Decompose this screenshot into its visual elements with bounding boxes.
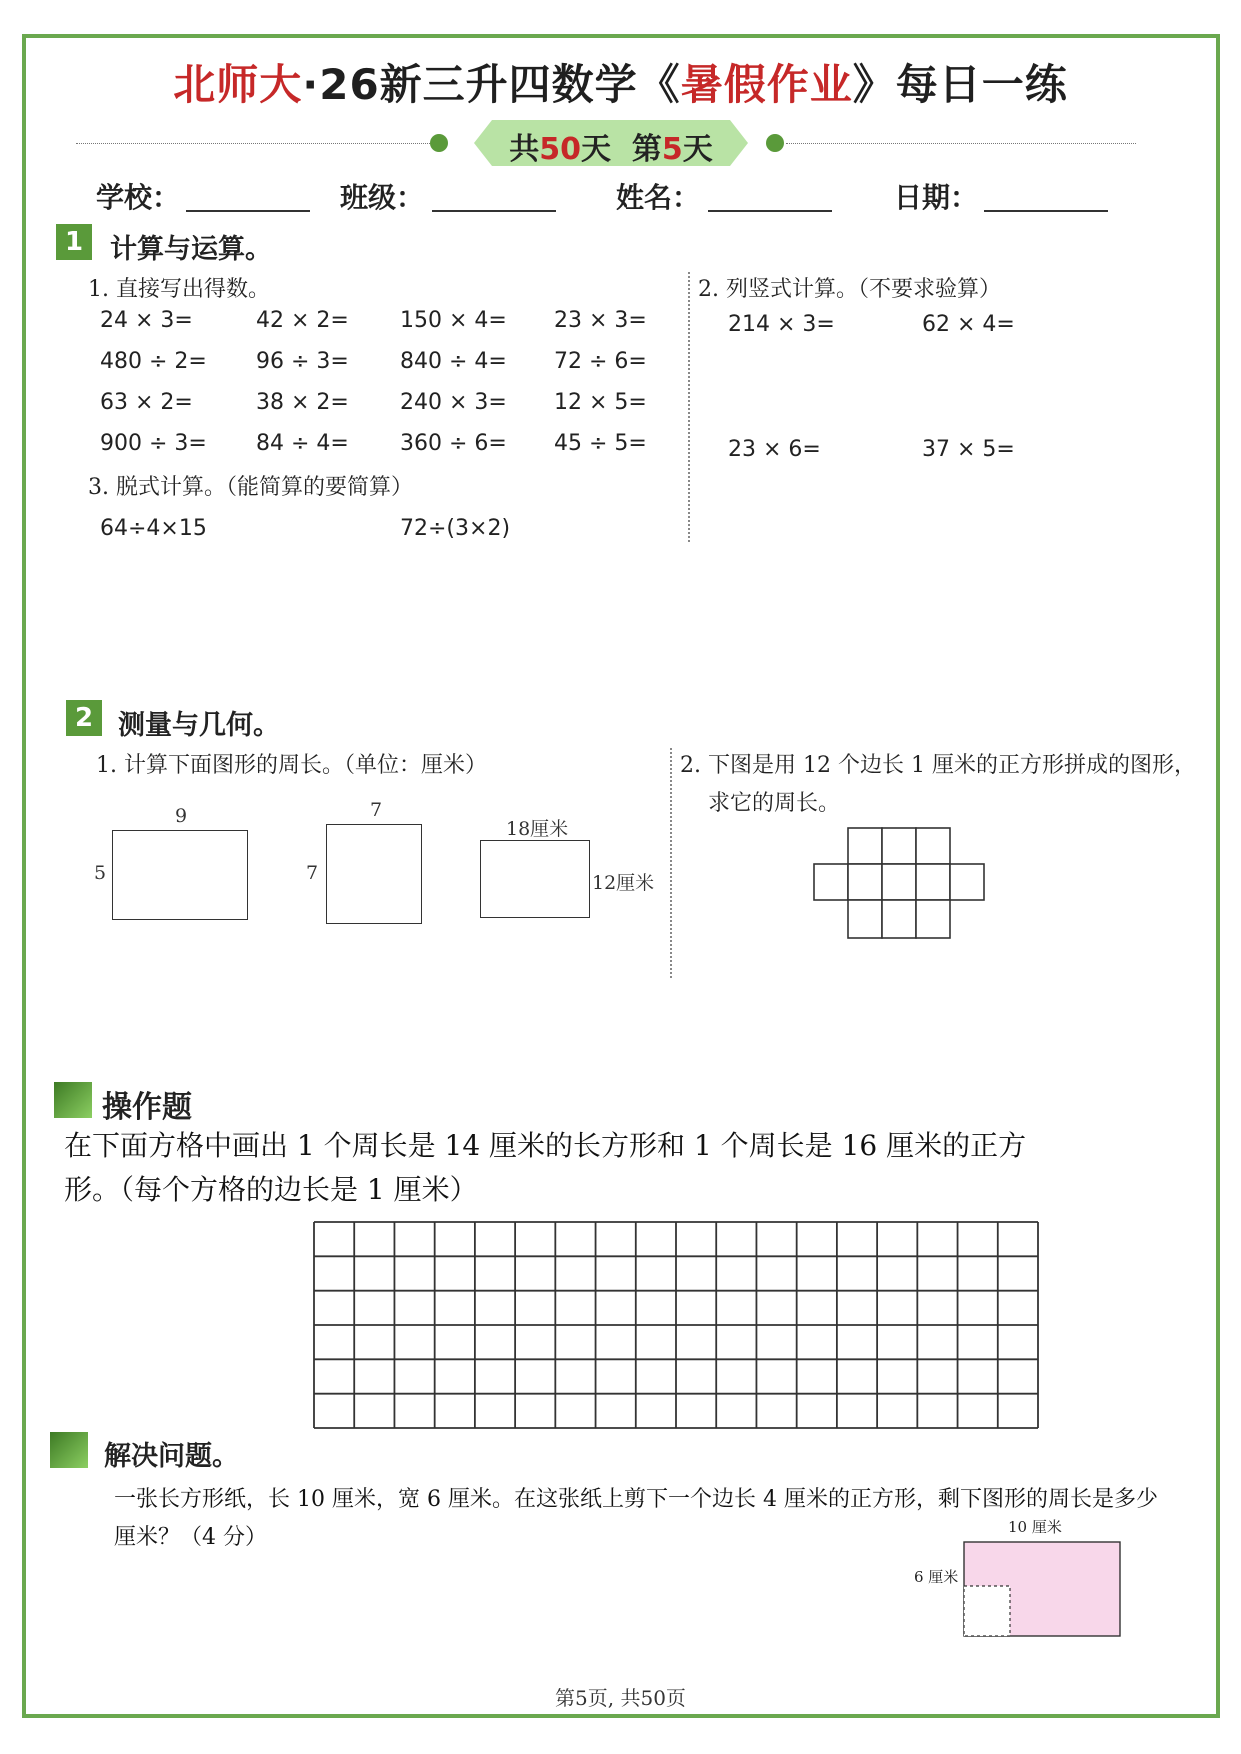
divider-right xyxy=(786,143,1136,144)
mental-math-item: 360 ÷ 6= xyxy=(400,431,507,456)
date-label: 日期： xyxy=(894,181,979,214)
day-banner-text: 共50天 第5天 xyxy=(509,132,713,167)
square-side-label: 7 xyxy=(306,862,319,884)
page-footer: 第5页, 共50页 xyxy=(555,1686,686,1710)
composite-question-line1: 2. 下图是用 12 个边长 1 厘米的正方形拼成的图形， xyxy=(680,753,1196,778)
mental-math-item: 84 ÷ 4= xyxy=(256,431,349,456)
date-field[interactable] xyxy=(984,210,1108,212)
unit-square xyxy=(848,864,882,900)
mental-math-item: 24 × 3= xyxy=(100,308,193,333)
mental-math-item: 42 × 2= xyxy=(256,308,349,333)
square-top-label: 7 xyxy=(370,799,383,821)
q1-title: 1. 直接写出得数。 xyxy=(88,277,270,302)
leaf-icon xyxy=(54,1082,92,1118)
unit-square xyxy=(814,864,848,900)
mental-math-item: 72 ÷ 6= xyxy=(554,349,647,374)
dot-left xyxy=(430,134,448,152)
q3-title: 3. 脱式计算。（能简算的要简算） xyxy=(88,475,413,500)
section-3-title: 操作题 xyxy=(102,1090,192,1125)
school-field[interactable] xyxy=(186,210,310,212)
length-label: 10 厘米 xyxy=(1008,1518,1062,1536)
q2-title: 2. 列竖式计算。（不要求验算） xyxy=(698,277,1001,302)
divider-left xyxy=(76,143,436,144)
mental-math-item: 150 × 4= xyxy=(400,308,507,333)
unit-square xyxy=(848,828,882,864)
name-label: 姓名： xyxy=(616,181,701,214)
mental-math-item: 840 ÷ 4= xyxy=(400,349,507,374)
divider-vertical-1 xyxy=(688,272,690,542)
class-field[interactable] xyxy=(432,210,556,212)
page-title: 北师大·26新三升四数学《暑假作业》每日一练 xyxy=(173,60,1068,109)
school-label: 学校： xyxy=(96,181,181,214)
paper-figure xyxy=(962,1540,1122,1640)
vertical-calc-item: 62 × 4= xyxy=(922,312,1015,337)
problem-text-line2: 厘米？（4 分） xyxy=(114,1525,267,1550)
cut-square xyxy=(964,1586,1010,1636)
section-4-title: 解决问题。 xyxy=(104,1441,239,1472)
perimeter-question: 1. 计算下面图形的周长。（单位：厘米） xyxy=(96,753,487,778)
vertical-calc-item: 214 × 3= xyxy=(728,312,835,337)
section-2-number: 2 xyxy=(66,700,102,736)
unit-square xyxy=(916,828,950,864)
vertical-calc-item: 37 × 5= xyxy=(922,437,1015,462)
vertical-calc-item: 23 × 6= xyxy=(728,437,821,462)
rect3-side-label: 12厘米 xyxy=(592,872,655,894)
mental-math-item: 96 ÷ 3= xyxy=(256,349,349,374)
operation-text-line1: 在下面方格中画出 1 个周长是 14 厘米的长方形和 1 个周长是 16 厘米的正方 xyxy=(64,1129,1027,1162)
mental-math-item: 45 ÷ 5= xyxy=(554,431,647,456)
class-label: 班级： xyxy=(340,181,425,214)
rect1-side-label: 5 xyxy=(94,862,107,884)
section-2-title: 测量与几何。 xyxy=(118,710,280,741)
composite-figure xyxy=(812,826,988,942)
problem-text-line1: 一张长方形纸，长 10 厘米，宽 6 厘米。在这张纸上剪下一个边长 4 厘米的正方形，剩下图形的周长是多少 xyxy=(114,1487,1158,1512)
rectangle-9x5 xyxy=(112,830,248,920)
unit-square xyxy=(916,900,950,938)
mental-math-item: 23 × 3= xyxy=(554,308,647,333)
section-1-title: 计算与运算。 xyxy=(110,234,272,265)
unit-square xyxy=(882,828,916,864)
unit-square xyxy=(882,864,916,900)
operation-text-line2: 形。（每个方格的边长是 1 厘米） xyxy=(64,1173,478,1206)
mental-math-item: 38 × 2= xyxy=(256,390,349,415)
unit-square xyxy=(848,900,882,938)
unit-square xyxy=(882,900,916,938)
square-7 xyxy=(326,824,422,924)
unit-square xyxy=(916,864,950,900)
width-label: 6 厘米 xyxy=(914,1568,959,1586)
dot-right xyxy=(766,134,784,152)
name-field[interactable] xyxy=(708,210,832,212)
mental-math-item: 900 ÷ 3= xyxy=(100,431,207,456)
step-calc-item: 72÷(3×2) xyxy=(400,516,511,541)
mental-math-item: 240 × 3= xyxy=(400,390,507,415)
section-1-number: 1 xyxy=(56,224,92,260)
rect1-top-label: 9 xyxy=(175,805,188,827)
leaf-icon xyxy=(50,1432,88,1468)
rect3-top-label: 18厘米 xyxy=(506,818,569,840)
composite-question-line2: 求它的周长。 xyxy=(708,791,841,816)
mental-math-item: 12 × 5= xyxy=(554,390,647,415)
drawing-grid[interactable] xyxy=(312,1220,1042,1430)
mental-math-item: 63 × 2= xyxy=(100,390,193,415)
divider-vertical-2 xyxy=(670,748,672,978)
mental-math-item: 480 ÷ 2= xyxy=(100,349,207,374)
unit-square xyxy=(950,864,984,900)
rectangle-18x12 xyxy=(480,840,590,918)
step-calc-item: 64÷4×15 xyxy=(100,516,207,541)
